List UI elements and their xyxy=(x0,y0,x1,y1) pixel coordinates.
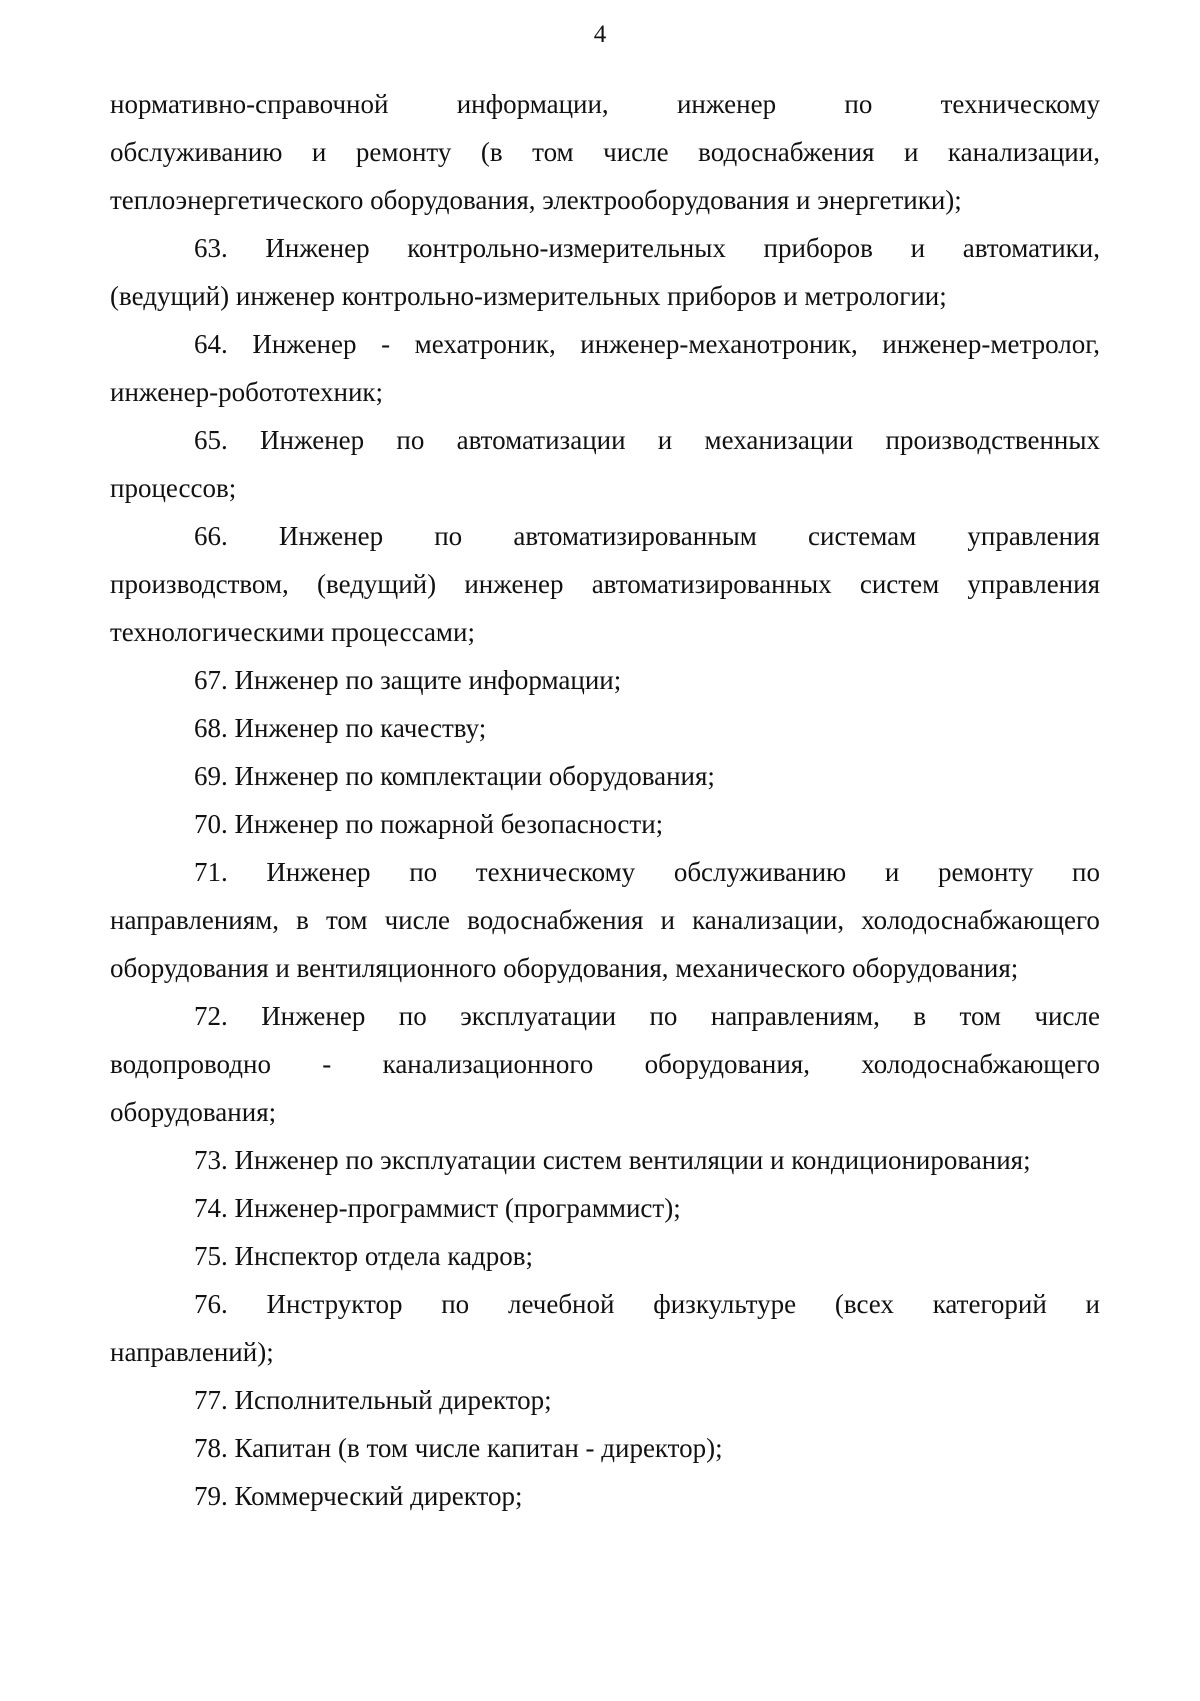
list-item-72 xyxy=(110,992,1100,1136)
text-line xyxy=(110,560,1100,608)
word: нормативно-справочной xyxy=(110,89,389,119)
text-line: инженер-робототехник; xyxy=(110,377,384,407)
word: систем xyxy=(859,569,940,599)
text-line: 74. Инженер-программист (программист); xyxy=(194,1193,681,1223)
word: Инженер xyxy=(261,1001,366,1031)
word: Инженер xyxy=(266,857,371,887)
word: и xyxy=(660,905,675,935)
word: числе xyxy=(603,137,669,167)
list-item-64 xyxy=(110,320,1100,416)
word: Инженер xyxy=(252,329,357,359)
word: эксплуатации xyxy=(460,1001,617,1031)
text-line xyxy=(110,512,1100,560)
text-line xyxy=(110,1040,1100,1088)
word: направлениям, xyxy=(110,905,280,935)
text-line xyxy=(110,224,1100,272)
word: ремонту xyxy=(355,137,452,167)
word: канализации, xyxy=(692,905,845,935)
word: водоснабжения xyxy=(698,137,875,167)
word: (всех xyxy=(834,1289,894,1319)
document-body xyxy=(110,80,1100,1520)
text-line: теплоэнергетического оборудования, электрооборудования и энергетики); xyxy=(110,185,962,215)
word: канализации, xyxy=(947,137,1100,167)
word: автоматики, xyxy=(962,233,1100,263)
list-item-71 xyxy=(110,848,1100,992)
word: 64. xyxy=(194,329,228,359)
word: механизации xyxy=(704,425,854,455)
word: Инженер xyxy=(278,521,384,551)
word: холодоснабжающего xyxy=(861,1049,1100,1079)
word: производственных xyxy=(885,425,1100,455)
word: 65. xyxy=(194,425,228,455)
text-line: 78. Капитан (в том числе капитан - директор); xyxy=(194,1433,723,1463)
text-line: 73. Инженер по эксплуатации систем вентиляции и кондиционирования; xyxy=(194,1145,1031,1175)
word: по xyxy=(396,425,425,455)
text-line xyxy=(110,416,1100,464)
word: по xyxy=(398,1001,427,1031)
list-item-65 xyxy=(110,416,1100,512)
word: автоматизированным xyxy=(513,521,757,551)
word: и xyxy=(311,137,327,167)
list-item-63 xyxy=(110,224,1100,320)
word: 72. xyxy=(194,1001,228,1031)
list-item-74 xyxy=(110,1184,1100,1232)
word: по xyxy=(409,857,438,887)
list-item-75 xyxy=(110,1232,1100,1280)
word: водоснабжения xyxy=(467,905,644,935)
word: том xyxy=(532,137,574,167)
list-item-69 xyxy=(110,752,1100,800)
text-line: 77. Исполнительный директор; xyxy=(194,1385,552,1415)
text-line: оборудования; xyxy=(110,1097,277,1127)
text-line xyxy=(110,80,1100,128)
word: управления xyxy=(967,521,1100,551)
text-line: 75. Инспектор отдела кадров; xyxy=(194,1241,534,1271)
text-line: процессов; xyxy=(110,473,237,503)
text-line: 69. Инженер по комплектации оборудования; xyxy=(194,761,715,791)
word: 71. xyxy=(194,857,228,887)
word: информации, xyxy=(456,89,609,119)
word: производством, xyxy=(110,569,289,599)
page-number: 4 xyxy=(593,21,607,48)
word: в xyxy=(913,1001,927,1031)
text-line: (ведущий) инженер контрольно-измерительных приборов и метрологии; xyxy=(110,281,947,311)
word: направлениям, xyxy=(710,1001,880,1031)
word: холодоснабжающего xyxy=(861,905,1100,935)
list-item-70 xyxy=(110,800,1100,848)
word: 66. xyxy=(194,521,228,551)
word: водопроводно xyxy=(110,1049,271,1079)
word: по xyxy=(649,1001,678,1031)
word: Инженер xyxy=(265,233,370,263)
word: по xyxy=(1072,857,1100,887)
word: автоматизированных xyxy=(591,569,832,599)
word: числе xyxy=(1034,1001,1100,1031)
word: управления xyxy=(967,569,1100,599)
word: Инженер xyxy=(260,425,365,455)
word: категорий xyxy=(932,1289,1047,1319)
word: и xyxy=(884,857,900,887)
text-line: технологическими процессами; xyxy=(110,617,475,647)
text-line: 67. Инженер по защите информации; xyxy=(194,665,622,695)
list-item-68 xyxy=(110,704,1100,752)
word: 63. xyxy=(194,233,228,263)
word: - xyxy=(381,329,391,359)
text-line xyxy=(110,896,1100,944)
word: и xyxy=(910,233,926,263)
word: системам xyxy=(808,521,917,551)
word: и xyxy=(1085,1289,1100,1319)
word: техническому xyxy=(940,89,1100,119)
list-item-73 xyxy=(110,1136,1100,1184)
text-line: 79. Коммерческий директор; xyxy=(194,1481,523,1511)
word: приборов xyxy=(763,233,873,263)
word: обслуживанию xyxy=(673,857,847,887)
text-line: оборудования и вентиляционного оборудования, механического оборудования; xyxy=(110,953,1019,983)
text-line xyxy=(110,128,1100,176)
paragraph-62-continuation xyxy=(110,80,1100,224)
text-line: направлений); xyxy=(110,1337,274,1367)
word: и xyxy=(657,425,673,455)
word: том xyxy=(325,905,368,935)
word: обслуживанию xyxy=(110,137,283,167)
word: 76. xyxy=(194,1289,228,1319)
text-line xyxy=(110,1280,1100,1328)
word: и xyxy=(903,137,919,167)
text-line xyxy=(110,848,1100,896)
word: контрольно-измерительных xyxy=(407,233,726,263)
word: мехатроник, xyxy=(414,329,556,359)
word: автоматизации xyxy=(456,425,626,455)
list-item-76 xyxy=(110,1280,1100,1376)
word: инженер-метролог, xyxy=(882,329,1100,359)
word: физкультуре xyxy=(653,1289,797,1319)
word: (в xyxy=(480,137,503,167)
text-line xyxy=(110,992,1100,1040)
text-line: 70. Инженер по пожарной безопасности; xyxy=(194,809,664,839)
word: Инструктор xyxy=(266,1289,403,1319)
word: ремонту xyxy=(937,857,1034,887)
word: по xyxy=(434,521,463,551)
word: техническому xyxy=(475,857,636,887)
list-item-67 xyxy=(110,656,1100,704)
word: (ведущий) xyxy=(316,569,437,599)
list-item-77 xyxy=(110,1376,1100,1424)
word: инженер-механотроник, xyxy=(580,329,858,359)
list-item-66 xyxy=(110,512,1100,656)
word: - xyxy=(322,1049,332,1079)
word: канализационного xyxy=(382,1049,594,1079)
word: по xyxy=(844,89,873,119)
text-line xyxy=(110,320,1100,368)
word: инженер xyxy=(676,89,777,119)
word: числе xyxy=(384,905,451,935)
list-item-79 xyxy=(110,1472,1100,1520)
word: в xyxy=(296,905,309,935)
word: инженер xyxy=(464,569,564,599)
word: оборудования, xyxy=(644,1049,810,1079)
word: лечебной xyxy=(507,1289,615,1319)
list-item-78 xyxy=(110,1424,1100,1472)
word: по xyxy=(441,1289,470,1319)
text-line: 68. Инженер по качеству; xyxy=(194,713,487,743)
word: том xyxy=(959,1001,1002,1031)
